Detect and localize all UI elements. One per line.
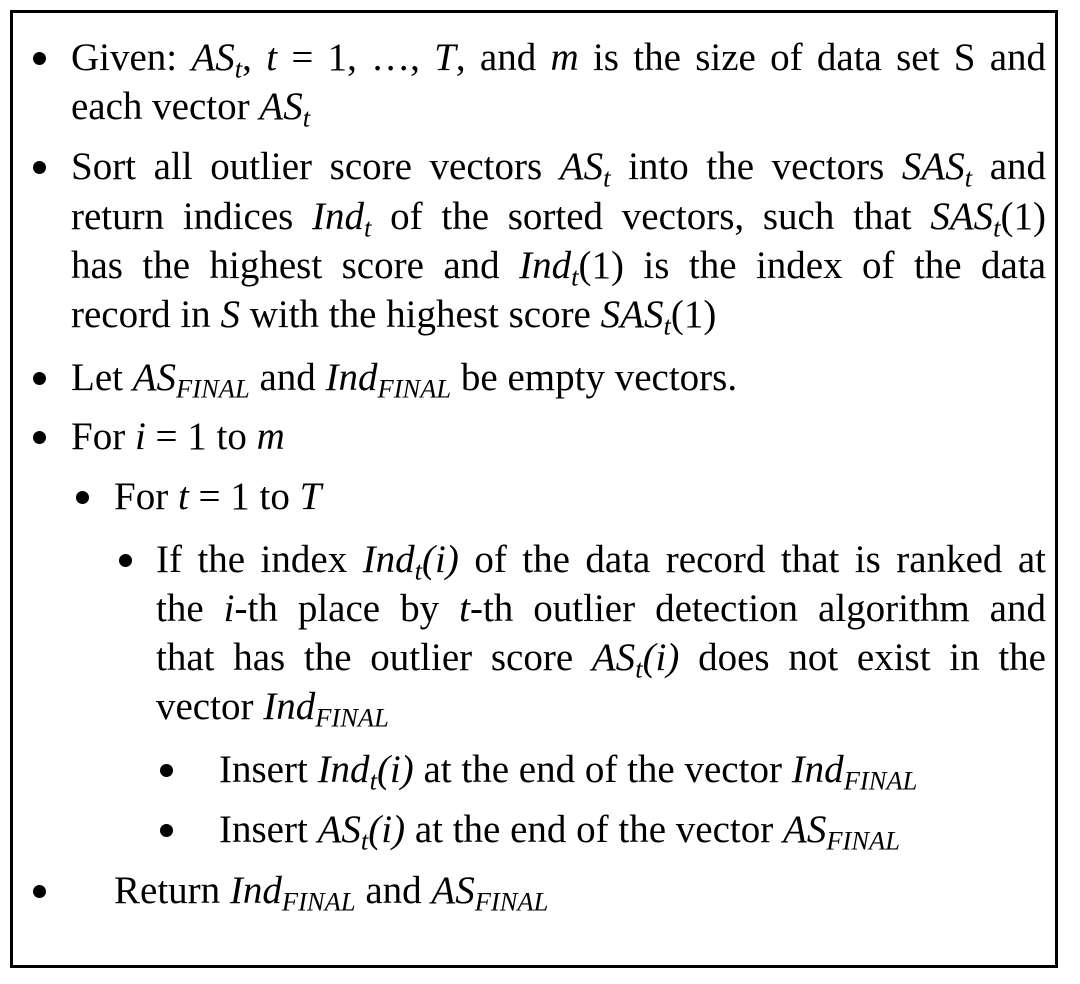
subscript-text: t <box>964 162 973 193</box>
math-symbol: Ind <box>312 195 365 238</box>
text-run: Given: <box>71 36 192 79</box>
step-line <box>219 747 918 796</box>
bullet-icon <box>160 764 173 777</box>
math-symbol: AS <box>259 85 303 128</box>
subscript-text: FINAL <box>176 373 250 404</box>
text-run: is the size of data set S and <box>578 36 1047 79</box>
math-symbol: Ind <box>229 869 282 912</box>
math-symbol: AS <box>591 636 636 679</box>
algorithm-box <box>10 10 1058 968</box>
text-run: record in <box>71 293 221 336</box>
subscript-text: FINAL <box>281 886 356 917</box>
text-run: the <box>156 587 224 630</box>
step-line <box>71 84 311 133</box>
text-run: does not exist in the <box>679 636 1046 679</box>
subscript-text: t <box>369 765 377 796</box>
bullet-icon <box>33 431 46 444</box>
math-symbol: AS <box>431 869 475 912</box>
text-run: (1) is the index of the data <box>578 244 1047 287</box>
step-line <box>71 292 717 341</box>
math-symbol: i <box>223 587 235 630</box>
text-run: Sort all outlier score vectors <box>71 145 560 188</box>
text-run: For <box>71 415 135 458</box>
math-symbol: t <box>266 36 278 79</box>
subscript-text: t <box>360 825 369 856</box>
subscript-text: t <box>234 53 243 84</box>
math-symbol: SAS <box>930 195 994 238</box>
text-run: For <box>114 475 178 518</box>
subscript-text: t <box>414 555 423 586</box>
math-symbol: Ind <box>519 244 572 287</box>
bullet-icon <box>33 161 46 174</box>
bullet-icon <box>160 824 173 837</box>
subscript <box>844 765 918 795</box>
step-line <box>114 868 549 917</box>
text-run: and <box>249 356 326 399</box>
subscript <box>315 702 389 732</box>
math-symbol: (i) <box>368 808 406 851</box>
text-run: return indices <box>71 195 313 238</box>
text-run: , <box>242 36 267 79</box>
text-run: -th place by <box>234 587 460 630</box>
math-symbol: AS <box>191 36 235 79</box>
math-symbol: SAS <box>600 293 664 336</box>
text-run: If the index <box>156 538 363 581</box>
step-line <box>71 35 1047 84</box>
bullet-icon <box>33 885 46 898</box>
subscript-text: FINAL <box>843 765 918 796</box>
step-line <box>114 474 321 520</box>
subscript <box>635 653 642 683</box>
math-symbol: T <box>434 36 456 79</box>
math-symbol: AS <box>317 808 361 851</box>
text-run: Insert <box>219 748 318 791</box>
text-run: of the data record that is ranked at <box>458 538 1047 581</box>
math-symbol: (i) <box>642 636 680 679</box>
step-line <box>219 807 900 856</box>
subscript-text: t <box>663 310 671 341</box>
math-symbol: AS <box>132 356 177 399</box>
math-symbol: SAS <box>901 145 965 188</box>
step-line <box>156 635 1046 684</box>
text-run: and <box>355 869 432 912</box>
math-symbol: (i) <box>376 748 414 791</box>
bullet-icon <box>119 554 132 567</box>
text-run: = 1 to <box>145 415 257 458</box>
math-symbol: t <box>459 587 470 630</box>
math-symbol: Ind <box>791 748 844 791</box>
text-run: = 1 to <box>188 475 300 518</box>
subscript-text: FINAL <box>474 886 549 917</box>
subscript-text: t <box>571 261 579 292</box>
math-symbol: T <box>299 475 322 518</box>
subscript <box>378 373 452 403</box>
math-symbol: AS <box>559 145 604 188</box>
subscript-text: FINAL <box>826 825 900 856</box>
bullet-icon <box>33 52 46 65</box>
math-symbol: m <box>550 36 579 79</box>
subscript <box>370 765 377 795</box>
math-symbol: t <box>177 475 189 518</box>
step-line <box>71 194 1046 243</box>
text-run: each vector <box>71 85 260 128</box>
step-line <box>156 586 1046 632</box>
math-symbol: (i) <box>422 538 459 581</box>
math-symbol: S <box>220 293 240 336</box>
bullet-icon <box>33 372 46 385</box>
subscript <box>663 310 670 340</box>
text-run: be empty vectors. <box>451 356 738 399</box>
subscript-text: t <box>635 653 643 684</box>
subscript <box>826 825 900 855</box>
subscript-text: FINAL <box>315 702 389 733</box>
subscript <box>965 162 972 192</box>
text-run: of the sorted vectors, such that <box>371 195 931 238</box>
subscript-text: FINAL <box>377 373 452 404</box>
subscript-text: t <box>603 162 611 193</box>
subscript <box>303 102 310 132</box>
text-run: at the end of the vector <box>405 808 784 851</box>
text-run: , and <box>455 36 551 79</box>
subscript-text: t <box>302 102 311 133</box>
step-line <box>156 537 1047 586</box>
text-run: has the highest score and <box>71 244 520 287</box>
math-symbol: Ind <box>263 685 316 728</box>
step-line <box>71 414 285 460</box>
text-run: and <box>972 145 1047 188</box>
text-run: = 1, …, <box>277 36 435 79</box>
text-run: at the end of the vector <box>413 748 792 791</box>
subscript <box>415 555 422 585</box>
math-symbol: i <box>134 415 146 458</box>
text-run: with the highest score <box>239 293 601 336</box>
text-run: Let <box>71 356 133 399</box>
subscript <box>176 373 250 403</box>
subscript <box>475 886 549 916</box>
step-line <box>71 355 738 404</box>
step-line <box>71 243 1047 292</box>
subscript-text: t <box>993 212 1001 243</box>
text-run: Insert <box>219 808 318 851</box>
text-run: that has the outlier score <box>156 636 592 679</box>
math-symbol: Ind <box>317 748 370 791</box>
math-symbol: Ind <box>362 538 415 581</box>
subscript-text: t <box>364 212 372 243</box>
text-run: Return <box>114 869 230 912</box>
math-symbol: AS <box>783 808 827 851</box>
step-line <box>156 684 389 733</box>
text-run: into the vectors <box>610 145 902 188</box>
bullet-icon <box>76 491 89 504</box>
step-line <box>71 144 1047 193</box>
text-run: -th outlier detection algorithm and <box>469 587 1046 630</box>
math-symbol: Ind <box>325 356 378 399</box>
subscript <box>282 886 356 916</box>
subscript <box>993 212 1000 242</box>
text-run: (1) <box>1000 195 1046 238</box>
text-run: (1) <box>670 293 717 336</box>
text-run: vector <box>156 685 264 728</box>
math-symbol: m <box>256 415 285 458</box>
